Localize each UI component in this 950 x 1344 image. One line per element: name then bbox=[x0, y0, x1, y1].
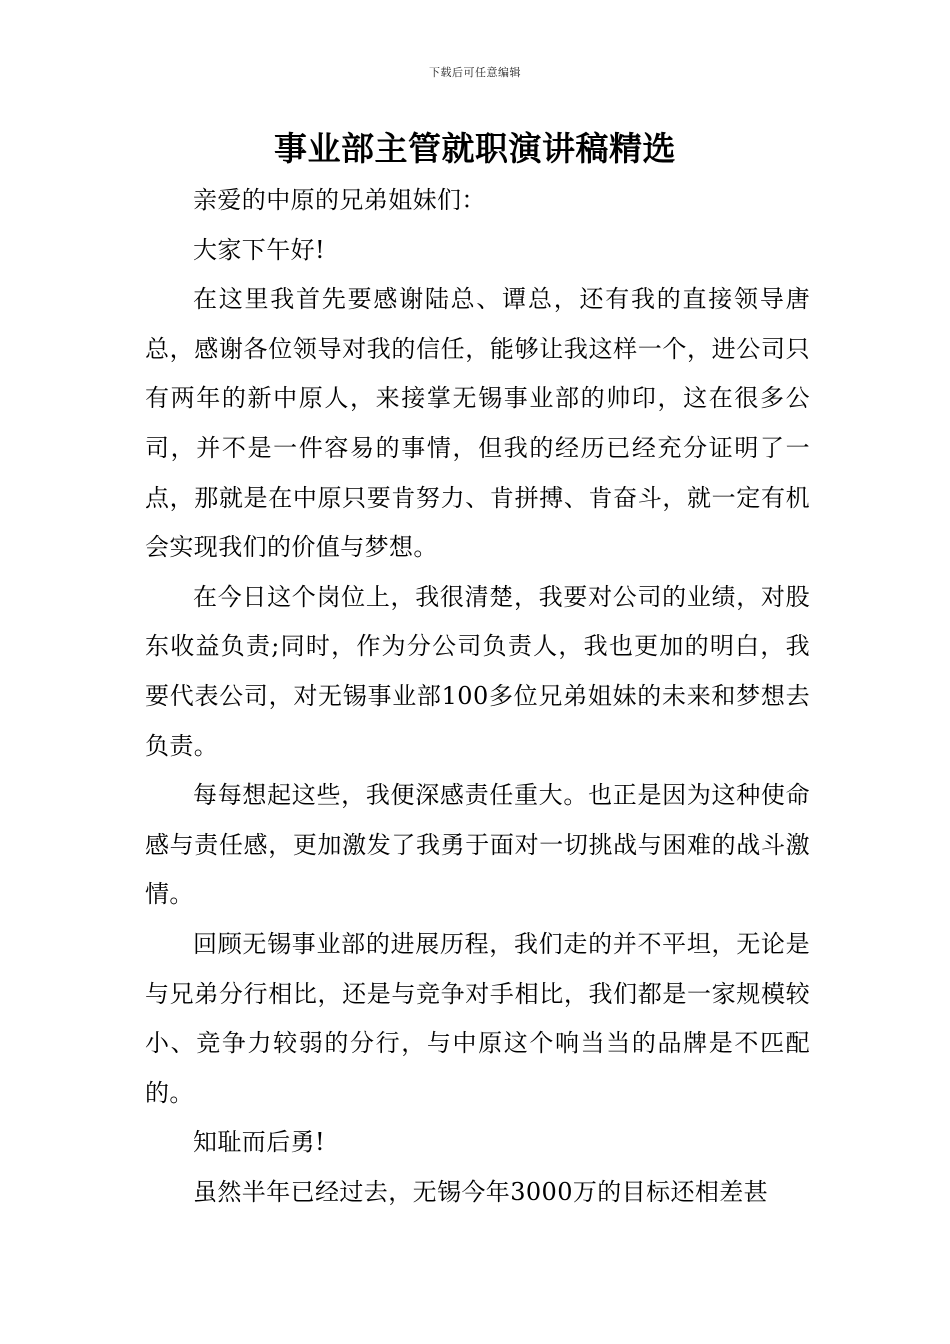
document-title: 事业部主管就职演讲稿精选 bbox=[274, 129, 676, 168]
paragraph: 在今日这个岗位上，我很清楚，我要对公司的业绩，对股东收益负责;同时，作为分公司负责人，我也更加的明白，我要代表公司，对无锡事业部100多位兄弟姐妹的未来和梦想去负责。 bbox=[145, 582, 810, 760]
paragraph: 虽然半年已经过去，无锡今年3000万的目标还相差甚 bbox=[193, 1177, 769, 1206]
paragraph: 在这里我首先要感谢陆总、谭总，还有我的直接领导唐总，感谢各位领导对我的信任，能够让我这样一个，进公司只有两年的新中原人，来接掌无锡事业部的帅印，这在很多公司，并不是一件容易的事情，但我的经历已经充分证明了一点，那就是在中原只要肯努力、肯拼搏、肯奋斗，就一定有机会实现我们的价值与梦想。 bbox=[145, 285, 810, 562]
paragraph: 回顾无锡事业部的进展历程，我们走的并不平坦，无论是与兄弟分行相比，还是与竞争对手相比，我们都是一家规模较小、竞争力较弱的分行，与中原这个响当当的品牌是不匹配的。 bbox=[145, 929, 810, 1107]
header-note: 下载后可任意编辑 bbox=[429, 66, 521, 79]
paragraph: 每每想起这些，我便深感责任重大。也正是因为这种使命感与责任感，更加激发了我勇于面对一切挑战与困难的战斗激情。 bbox=[145, 781, 810, 909]
paragraph: 知耻而后勇! bbox=[193, 1128, 326, 1157]
paragraph: 大家下午好! bbox=[193, 235, 326, 264]
paragraph: 亲爱的中原的兄弟姐妹们： bbox=[193, 186, 486, 214]
document-body bbox=[145, 176, 810, 1217]
